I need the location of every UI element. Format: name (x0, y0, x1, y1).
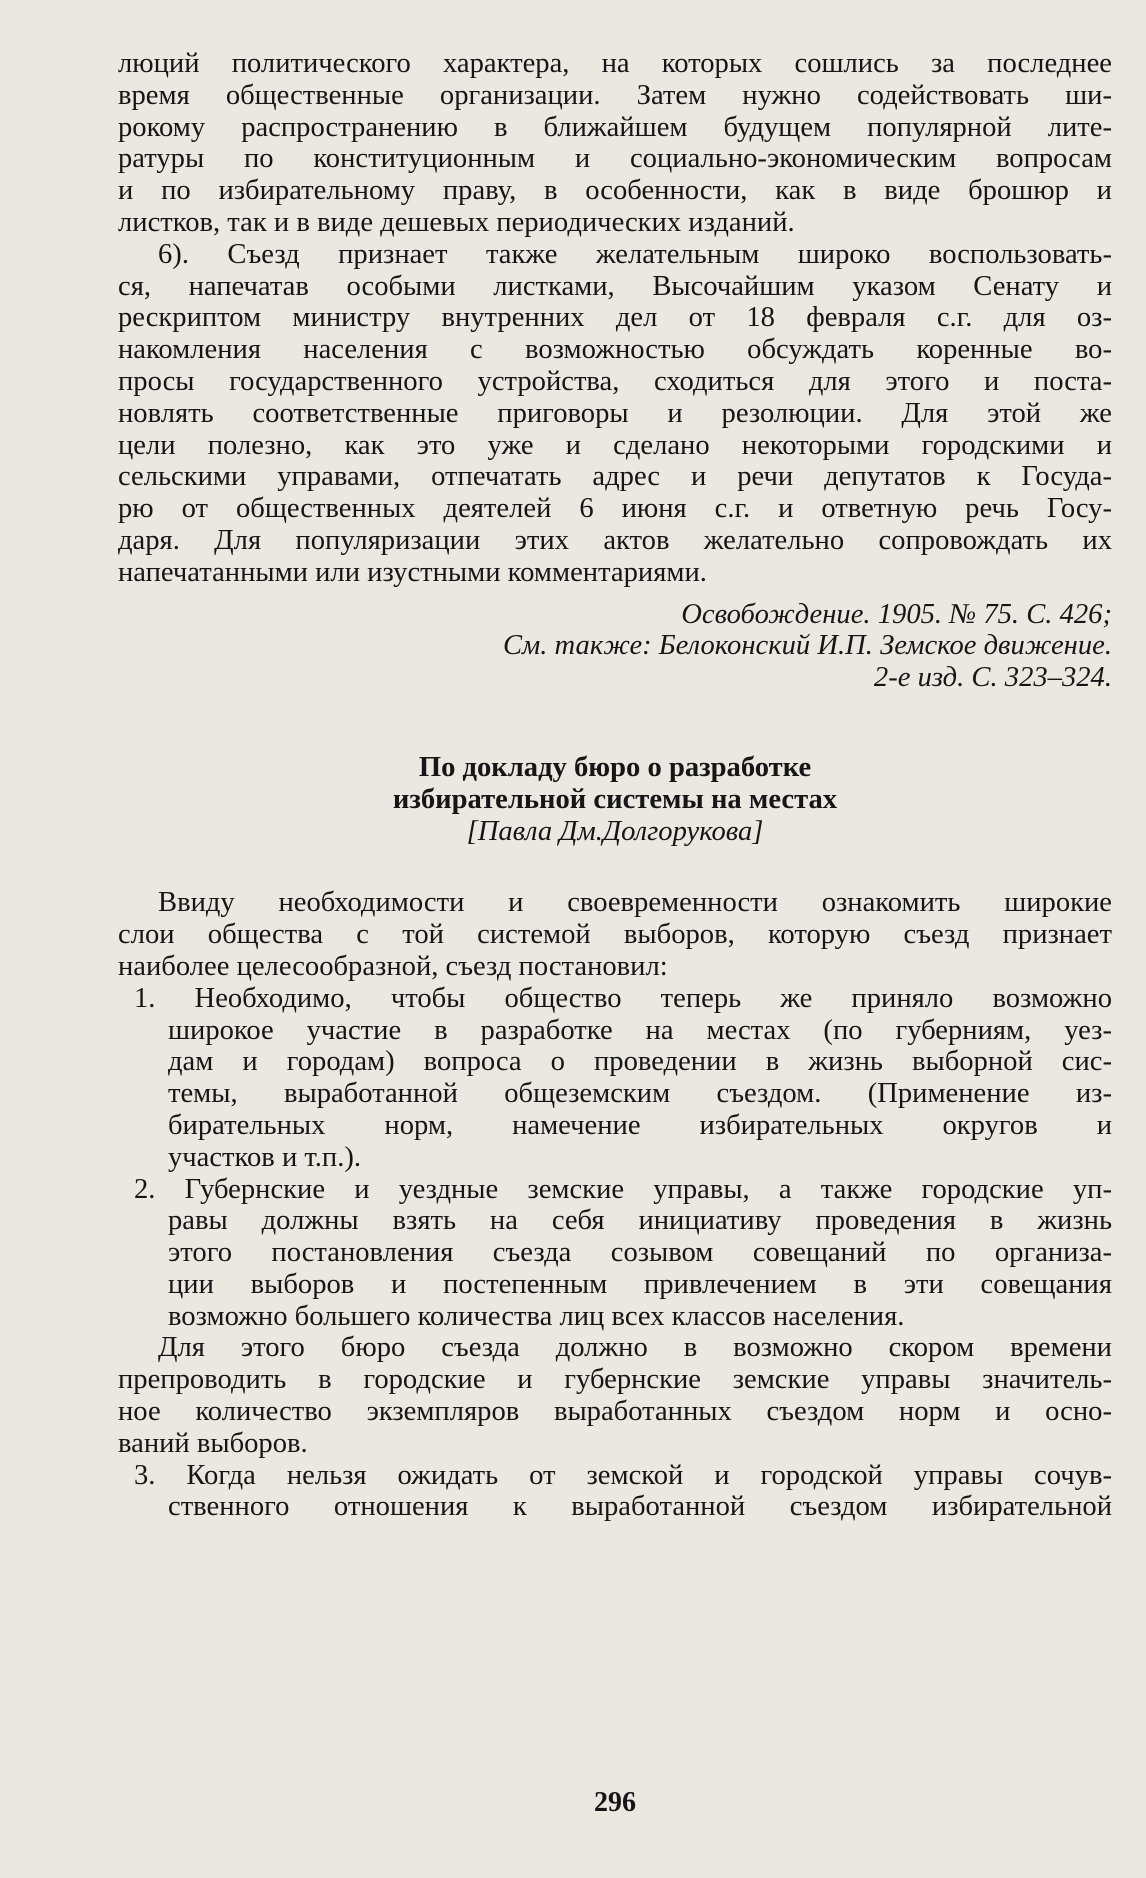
text-line: наиболее целесообразной, съезд постановил: (118, 950, 668, 982)
heading-line: избирательной системы на местах (392, 783, 838, 815)
text-line: ное количество экземпляров выработанных съездом норм и осно- (118, 1396, 1112, 1428)
text-line: новлять соответственные приговоры и резолюции. Для этой же (118, 397, 1112, 429)
text-line: широкое участие в разработке на местах (по губерниям, уез- (168, 1014, 1112, 1046)
text-line: участков и т.п.). (168, 1141, 362, 1173)
paragraph-bureau (118, 1332, 1112, 1459)
text-line: ваний выборов. (118, 1427, 308, 1459)
text-line: 2. Губернские и уездные земские управы, а также городские уп- (134, 1173, 1112, 1205)
text-line: просы государственного устройства, сходиться для этого и поста- (118, 365, 1112, 397)
heading-line: По докладу бюро о разработке (418, 751, 812, 783)
text-line: ственного отношения к выработанной съездом избирательной (168, 1491, 1112, 1523)
text-line: рескриптом министру внутренних дел от 18 февраля с.г. для оз- (118, 302, 1112, 334)
citation-line: Освобождение. 1905. № 75. С. 426; (681, 598, 1112, 630)
text-line: ратуры по конституционным и социально-экономическим вопросам (118, 143, 1112, 175)
text-line: слои общества с той системой выборов, которую съезд признает (118, 919, 1112, 951)
source-citation (118, 599, 1112, 694)
text-line: 6). Съезд признает также желательным широко воспользовать- (158, 238, 1112, 270)
text-line: накомления населения с возможностью обсуждать коренные во- (118, 334, 1112, 366)
text-line: равы должны взять на себя инициативу проведения в жизнь (168, 1205, 1112, 1237)
text-line: даря. Для популяризации этих актов желательно сопровождать их (118, 524, 1112, 556)
text-line: дам и городам) вопроса о проведении в жизнь выборной сис- (168, 1046, 1112, 1078)
section-heading (118, 752, 1112, 847)
text-line: бирательных норм, намечение избирательных округов и (168, 1109, 1112, 1141)
list-item-3 (118, 1460, 1112, 1524)
text-line: цели полезно, как это уже и сделано некоторыми городскими и (118, 429, 1112, 461)
text-line: и по избирательному праву, в особенности, как в виде брошюр и (118, 175, 1112, 207)
heading-author: [Павла Дм.Долгорукова] (466, 815, 764, 847)
text-line: 1. Необходимо, чтобы общество теперь же приняло возможно (134, 982, 1112, 1014)
text-line: ся, напечатав особыми листками, Высочайшим указом Сенату и (118, 270, 1112, 302)
text-line: время общественные организации. Затем нужно содействовать ши- (118, 79, 1112, 111)
text-line: темы, выработанной общеземским съездом. (Применение из- (168, 1078, 1112, 1110)
book-page (118, 48, 1112, 1838)
paragraph-intro (118, 887, 1112, 982)
text-line: листков, так и в виде дешевых периодических изданий. (118, 206, 795, 238)
text-line: сельскими управами, отпечатать адрес и речи депутатов к Госуда- (118, 461, 1112, 493)
text-line: препроводить в городские и губернские земские управы значитель- (118, 1364, 1112, 1396)
text-line: этого постановления съезда созывом совещаний по организа- (168, 1237, 1112, 1269)
citation-line: См. также: Белоконский И.П. Земское движение. (502, 630, 1112, 662)
paragraph-point-6 (118, 239, 1112, 589)
text-line: возможно большего количества лиц всех классов населения. (168, 1300, 905, 1332)
text-line: 3. Когда нельзя ожидать от земской и городской управы сочув- (134, 1459, 1112, 1491)
citation-line: 2-е изд. С. 323–324. (873, 662, 1112, 694)
list-item-1 (118, 983, 1112, 1174)
list-item-2 (118, 1174, 1112, 1333)
page-number: 296 (594, 1787, 636, 1818)
text-line: люций политического характера, на которых сошлись за последнее (118, 48, 1112, 79)
paragraph-continuation (118, 48, 1112, 239)
text-line: напечатанными или изустными комментариями. (118, 556, 707, 588)
text-line: Для этого бюро съезда должно в возможно скором времени (158, 1332, 1112, 1364)
text-line: рокому распространению в ближайшем будущем популярной лите- (118, 111, 1112, 143)
text-line: рю от общественных деятелей 6 июня с.г. и ответную речь Госу- (118, 493, 1112, 525)
text-line: Ввиду необходимости и своевременности ознакомить широкие (158, 887, 1112, 919)
text-line: ции выборов и постепенным привлечением в эти совещания (168, 1268, 1112, 1300)
